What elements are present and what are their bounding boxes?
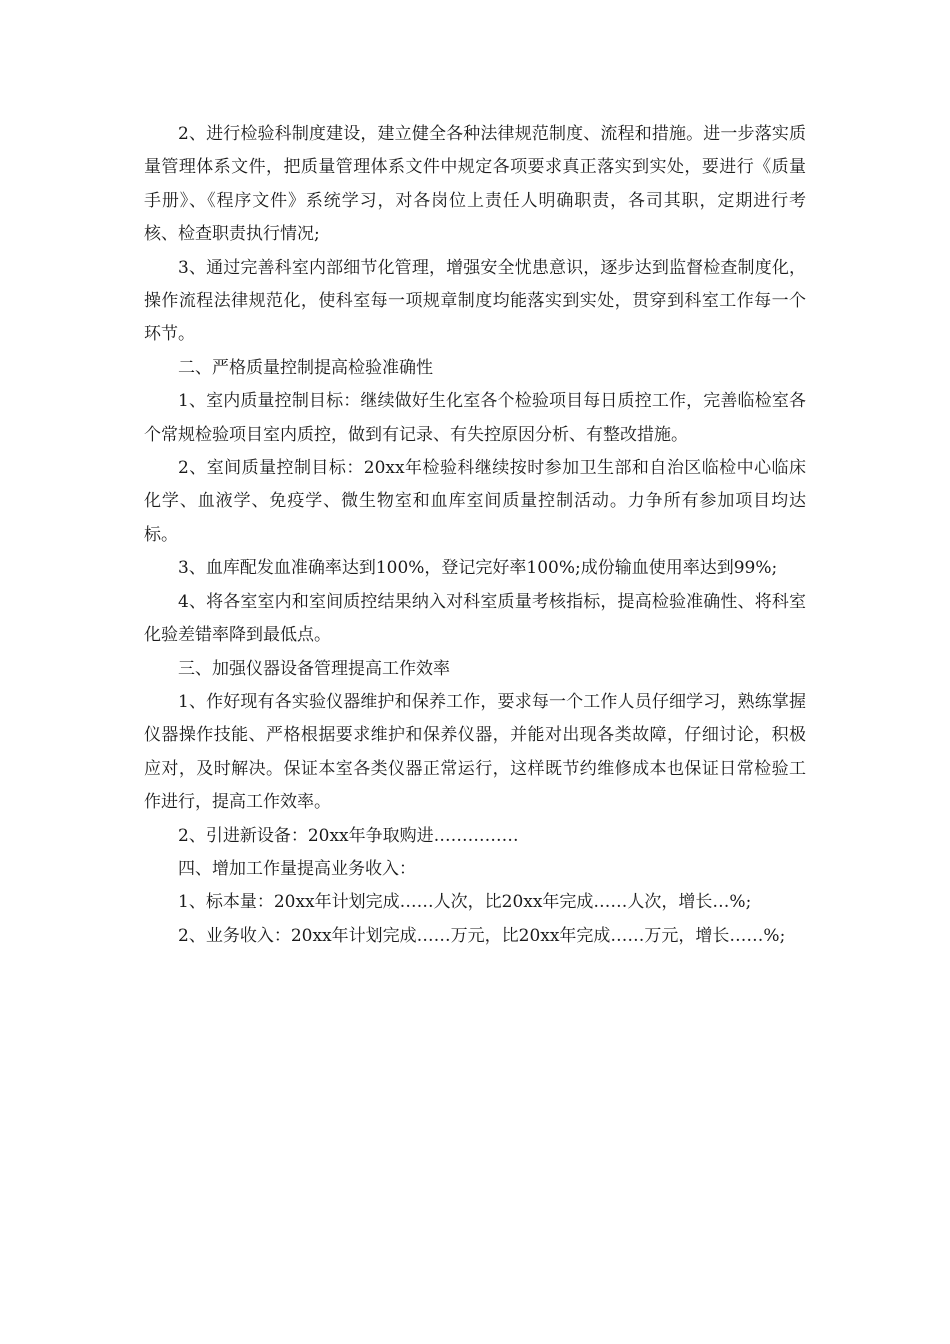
paragraph-system-building: 2、进行检验科制度建设，建立健全各种法律规范制度、流程和措施。进一步落实质量管理体系文件，把质量管理体系文件中规定各项要求真正落实到实处，要进行《质量手册》、《程序文件》系统学习，对各岗位上责任人明确职责，各司其职，定期进行考核、检查职责执行情况; [144,124,806,245]
section-heading-quality-control: 二、严格质量控制提高检验准确性 [178,357,433,378]
paragraph-internal-quality-control: 1、室内质量控制目标：继续做好生化室各个检验项目每日质控工作，完善临检室各个常规检验项目室内质控，做到有记录、有失控原因分析、有整改措施。 [144,391,806,445]
section-heading-equipment: 三、加强仪器设备管理提高工作效率 [178,658,450,679]
paragraph-business-income: 2、业务收入：20xx年计划完成……万元，比20xx年完成……万元，增长……%; [178,925,786,946]
paragraph-detail-management: 3、通过完善科室内部细节化管理，增强安全忧患意识，逐步达到监督检查制度化，操作流程法律规范化，使科室每一项规章制度均能落实到实处，贯穿到科室工作每一个环节。 [144,257,806,345]
paragraph-new-equipment: 2、引进新设备：20xx年争取购进…………… [178,825,519,846]
section-heading-workload: 四、增加工作量提高业务收入： [178,858,416,879]
paragraph-external-quality-control: 2、室间质量控制目标：20xx年检验科继续按时参加卫生部和自治区临检中心临床化学、血液学、免疫学、微生物室和血库室间质量控制活动。力争所有参加项目均达标。 [144,458,806,545]
paragraph-equipment-maintenance: 1、作好现有各实验仪器维护和保养工作，要求每一个工作人员仔细学习，熟练掌握仪器操作技能、严格根据要求维护和保养仪器，并能对出现各类故障，仔细讨论，积极应对，及时解决。保证本室各类仪器正常运行，这样既节约维修成本也保证日常检验工作进行，提高工作效率。 [144,691,806,813]
document-page [144,118,806,953]
paragraph-sample-volume: 1、标本量：20xx年计划完成……人次，比20xx年完成……人次，增长…%; [178,892,752,913]
paragraph-blood-bank: 3、血库配发血准确率达到100%，登记完好率100%;成份输血使用率达到99%; [178,558,778,579]
paragraph-quality-assessment: 4、将各室室内和室间质控结果纳入对科室质量考核指标，提高检验准确性、将科室化验差错率降到最低点。 [144,591,806,646]
